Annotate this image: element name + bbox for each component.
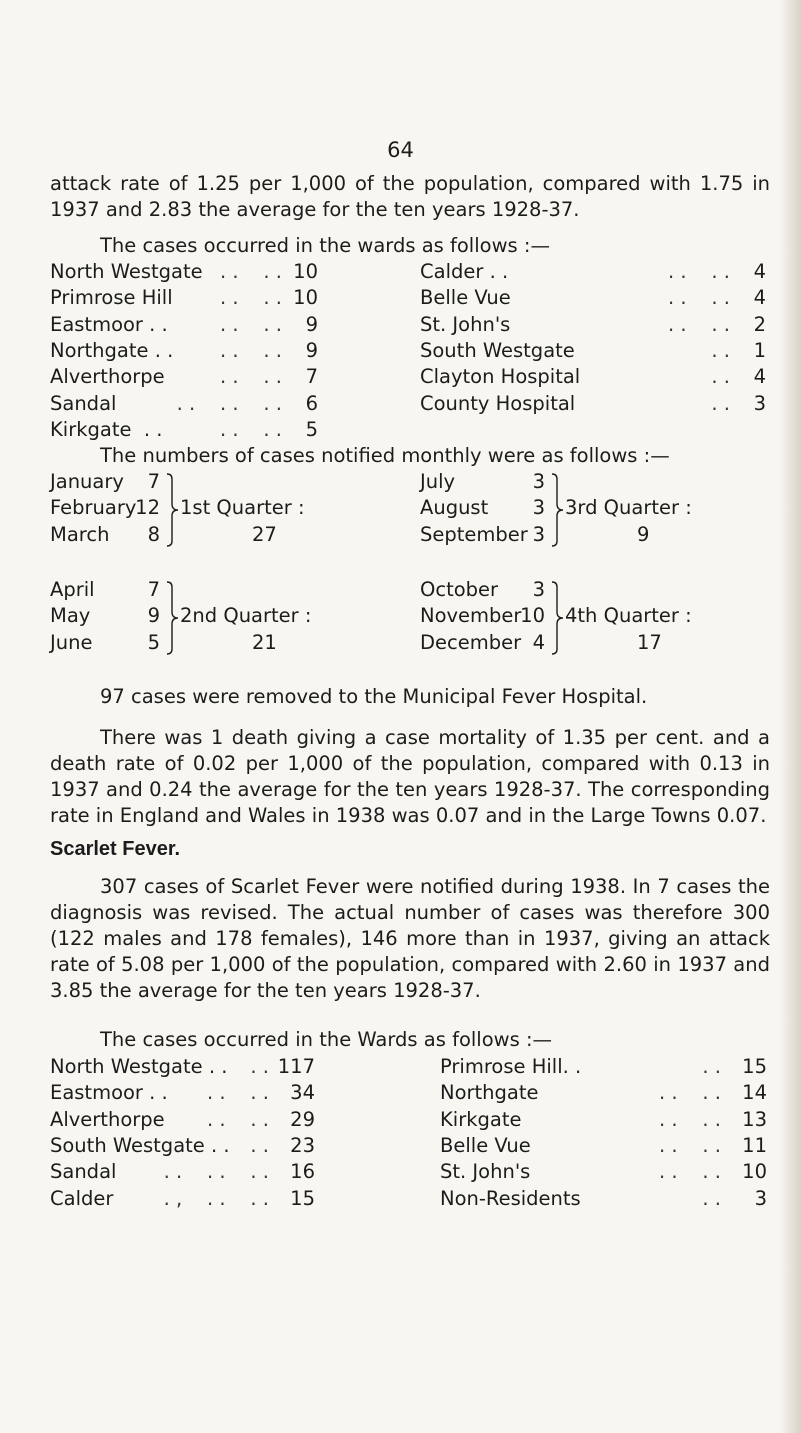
monthly-intro: The numbers of cases notified monthly were as follows :— [100, 444, 670, 467]
ward-row [440, 1187, 767, 1213]
ward-count: 23 [290, 1133, 315, 1157]
ward-row [50, 1081, 315, 1107]
ward-row [420, 313, 766, 339]
page-number: 64 [387, 138, 414, 162]
ward-row [440, 1108, 767, 1134]
ward-name: Northgate . . [50, 338, 174, 362]
leader-dots: . . . . [668, 260, 730, 283]
right-brace-icon [166, 581, 180, 655]
ward-name: Sandal [50, 1160, 117, 1184]
ward-name: Sandal [50, 391, 117, 415]
ward-name: Kirkgate . . [50, 417, 163, 441]
ward-count: 4 [753, 286, 766, 310]
leader-dots: . . . . [668, 312, 730, 336]
month-count: 8 [147, 522, 160, 546]
ward-row [50, 418, 318, 444]
ward-row [50, 339, 318, 365]
ward-count: 10 [293, 260, 318, 283]
ward-row [420, 392, 766, 418]
month-count: 3 [532, 578, 545, 601]
ward-name: Clayton Hospital [420, 365, 581, 389]
page-edge-shadow [779, 0, 801, 1433]
month-name: August [420, 496, 489, 520]
leader-dots: . . . . . . [176, 391, 282, 415]
month-name: February [50, 496, 137, 520]
month-name: January [50, 470, 124, 493]
ward-count: 10 [742, 1160, 767, 1184]
quarter-total: 21 [252, 630, 277, 654]
leader-dots: . . [702, 1055, 721, 1078]
ward-row [50, 1187, 315, 1213]
ward-count: 14 [742, 1081, 767, 1105]
section-heading-scarlet-fever: Scarlet Fever. [50, 838, 181, 860]
month-name: July [420, 470, 456, 493]
month-count: 5 [147, 630, 160, 654]
quarter-label: 1st Quarter : [180, 496, 305, 520]
month-count: 3 [532, 496, 545, 520]
leader-dots: . . . . [220, 286, 282, 310]
wards2-intro: The cases occurred in the Wards as follows :— [100, 1028, 553, 1051]
ward-name: Primrose Hill. . [440, 1055, 582, 1078]
ward-row [50, 392, 318, 418]
ward-row [440, 1134, 767, 1160]
leader-dots: . . . . [659, 1133, 721, 1157]
ward-name: Belle Vue [440, 1133, 531, 1157]
leader-dots: . . . . [659, 1160, 721, 1184]
ward-row [420, 365, 766, 391]
ward-count: 2 [753, 312, 766, 336]
ward-count: 15 [742, 1055, 767, 1078]
leader-dots: . . . . . . [163, 1160, 269, 1184]
ward-name: South Westgate . . [50, 1133, 230, 1157]
month-count: 9 [147, 604, 160, 628]
leader-dots: . . . . [220, 338, 282, 362]
ward-name: South Westgate [420, 338, 575, 362]
ward-count: 4 [753, 260, 766, 283]
quarter-label: 3rd Quarter : [565, 496, 692, 520]
month-name: June [50, 630, 93, 654]
month-name: October [420, 578, 499, 601]
leader-dots: . , . . . . [163, 1186, 269, 1210]
month-count: 7 [147, 470, 160, 493]
quarter-total: 9 [637, 522, 650, 546]
paragraph-scarlet-fever: 307 cases of Scarlet Fever were notified during 1938. In 7 cases the diagnosis was revised. The actual number of cases was therefore 300 (122 males and 178 females), 146 more than in 1937, giving an attack rate of 5.08 per 1,000 of the population, compared with 2.60 in 1937 and 3.85 the average for the ten years 1928-37. [50, 875, 770, 1002]
month-name: April [50, 578, 95, 601]
leader-dots: . . [250, 1133, 269, 1157]
ward-count: 15 [290, 1186, 315, 1210]
ward-row [440, 1160, 767, 1186]
ward-count: 13 [742, 1107, 767, 1131]
ward-name: Primrose Hill [50, 286, 173, 310]
quarter-label: 4th Quarter : [565, 604, 692, 628]
ward-count: 6 [305, 391, 318, 415]
ward-count: 5 [305, 417, 318, 441]
month-name: March [50, 522, 110, 546]
ward-count: 7 [305, 365, 318, 389]
ward-name: North Westgate . . [50, 1055, 228, 1078]
ward-row [50, 1160, 315, 1186]
ward-name: Non-Residents [440, 1186, 581, 1210]
ward-count: 29 [290, 1107, 315, 1131]
leader-dots: . . . . [659, 1107, 721, 1131]
ward-row [50, 1108, 315, 1134]
ward-name: Alverthorpe [50, 1107, 165, 1131]
ward-count: 4 [753, 365, 766, 389]
month-count: 10 [520, 604, 545, 628]
paragraph-mortality: There was 1 death giving a case mortality of 1.35 per cent. and a death rate of 0.02 per 1,000 of the population, compared with 0.13 in 1937 and 0.24 the average for the ten years 1928-37. The corresponding rate in England and Wales in 1938 was 0.07 and in the Large Towns 0.07. [50, 726, 770, 827]
ward-name: Eastmoor . . [50, 312, 168, 336]
ward-name: Calder . . [420, 260, 509, 283]
ward-count: 11 [742, 1133, 767, 1157]
leader-dots: . . . . [220, 417, 282, 441]
right-brace-icon [551, 473, 565, 547]
month-name: November [420, 604, 522, 628]
leader-dots: . . [711, 391, 730, 415]
ward-name: North Westgate [50, 260, 203, 283]
month-name: May [50, 604, 91, 628]
ward-count: 9 [305, 338, 318, 362]
ward-name: Belle Vue [420, 286, 511, 310]
leader-dots: . . . . [207, 1107, 269, 1131]
ward-count: 117 [277, 1055, 315, 1078]
month-count: 3 [532, 522, 545, 546]
month-count: 12 [135, 496, 160, 520]
ward-count: 3 [753, 391, 766, 415]
leader-dots: . . [702, 1186, 721, 1210]
leader-dots: . . [711, 338, 730, 362]
ward-row [420, 339, 766, 365]
ward-name: County Hospital [420, 391, 576, 415]
ward-row [420, 286, 766, 312]
leader-dots: . . [250, 1055, 269, 1078]
right-brace-icon [551, 581, 565, 655]
ward-name: St. John's [420, 312, 511, 336]
ward-row [50, 260, 318, 286]
ward-row [50, 1055, 315, 1081]
ward-count: 10 [293, 286, 318, 310]
month-count: 7 [147, 578, 160, 601]
ward-row [50, 313, 318, 339]
ward-name: Northgate [440, 1081, 539, 1105]
leader-dots: . . . . [668, 286, 730, 310]
leader-dots: . . [711, 365, 730, 389]
ward-row [50, 286, 318, 312]
month-count: 4 [532, 630, 545, 654]
ward-row [440, 1055, 767, 1081]
leader-dots: . . . . [220, 365, 282, 389]
ward-name: Eastmoor . . [50, 1081, 168, 1105]
ward-count: 9 [305, 312, 318, 336]
ward-count: 3 [754, 1186, 767, 1210]
ward-row [50, 365, 318, 391]
ward-row [440, 1081, 767, 1107]
leader-dots: . . . . [220, 260, 282, 283]
paragraph-attack-rate: attack rate of 1.25 per 1,000 of the population, compared with 1.75 in 1937 and 2.83 the average for the ten years 1928-37. [50, 172, 770, 221]
ward-count: 34 [290, 1081, 315, 1105]
ward-row [420, 260, 766, 286]
leader-dots: . . . . [207, 1081, 269, 1105]
leader-dots: . . . . [220, 312, 282, 336]
ward-count: 16 [290, 1160, 315, 1184]
wards1-intro: The cases occurred in the wards as follows :— [100, 234, 550, 257]
ward-name: St. John's [440, 1160, 531, 1184]
month-name: September [420, 522, 528, 546]
ward-name: Alverthorpe [50, 365, 165, 389]
ward-name: Kirkgate [440, 1107, 522, 1131]
ward-count: 1 [753, 338, 766, 362]
paragraph-removed: 97 cases were removed to the Municipal Fever Hospital. [100, 685, 648, 708]
quarter-total: 17 [637, 630, 662, 654]
month-count: 3 [532, 470, 545, 493]
right-brace-icon [166, 473, 180, 547]
leader-dots: . . . . [659, 1081, 721, 1105]
ward-row [50, 1134, 315, 1160]
ward-name: Calder [50, 1186, 114, 1210]
quarter-label: 2nd Quarter : [180, 604, 312, 628]
quarter-total: 27 [252, 522, 277, 546]
month-name: December [420, 630, 522, 654]
